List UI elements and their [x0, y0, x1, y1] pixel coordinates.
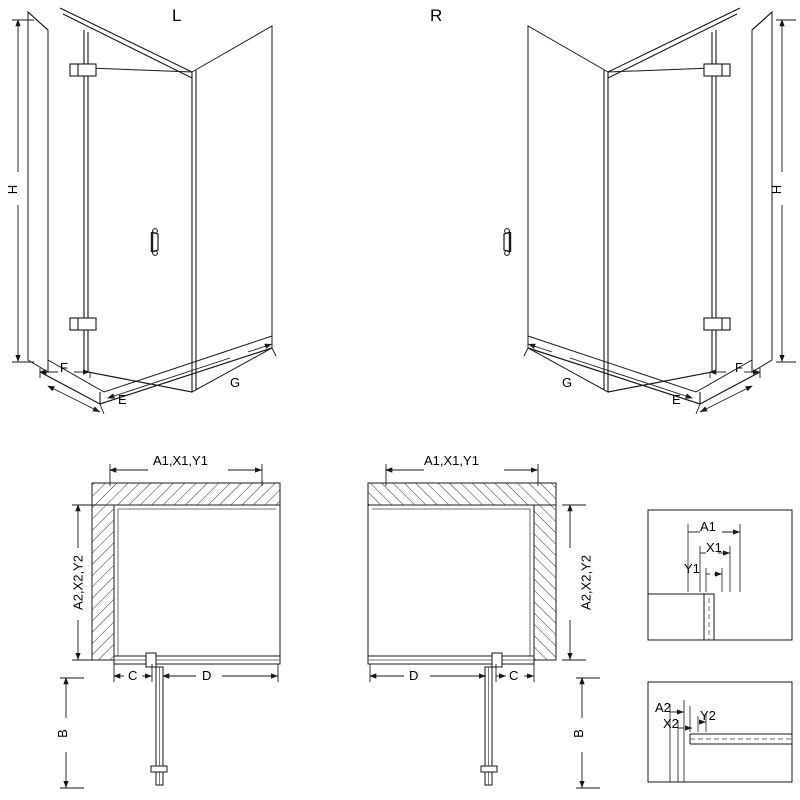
label-front-right: F: [735, 360, 743, 375]
label-base-right: E: [672, 392, 681, 407]
detail-view-top: [648, 510, 792, 640]
label-side-right: G: [562, 375, 573, 390]
label-title-left: L: [172, 6, 182, 25]
isometric-view-left: [28, 8, 272, 404]
label-swing-right: B: [570, 729, 586, 738]
label-base-left: E: [118, 392, 127, 407]
label-inner-left-d: D: [202, 668, 212, 683]
label-detail-top-a1: A1: [700, 519, 716, 534]
label-side-dim-right: A2,X2,Y2: [578, 555, 594, 610]
label-detail-bottom-a2: A2: [655, 700, 671, 715]
label-title-right: R: [430, 6, 443, 25]
label-top-dim-right: A1,X1,Y1: [424, 453, 479, 468]
label-detail-bottom-x2: X2: [663, 716, 679, 731]
label-side-dim-left: A2,X2,Y2: [70, 555, 86, 610]
label-top-dim-left: A1,X1,Y1: [153, 453, 208, 468]
plan-view-left: [60, 464, 280, 788]
dimension-f-g-right: [524, 344, 760, 414]
dimension-f-g-left: [40, 344, 276, 414]
plan-view-right: [368, 464, 600, 788]
isometric-view-right: [504, 8, 772, 404]
label-detail-bottom-y2: Y2: [700, 708, 716, 723]
label-inner-left-c: C: [128, 668, 138, 683]
label-detail-top-y1: Y1: [684, 561, 700, 576]
label-inner-right-d: D: [409, 668, 419, 683]
label-inner-right-c: C: [509, 668, 519, 683]
label-front-left: F: [60, 360, 68, 375]
label-swing-left: B: [54, 729, 70, 738]
label-detail-top-x1: X1: [706, 540, 722, 555]
label-side-left: G: [230, 375, 241, 390]
detail-view-bottom: [648, 682, 792, 782]
label-height-right: H: [769, 184, 785, 195]
label-height-left: H: [5, 184, 21, 195]
